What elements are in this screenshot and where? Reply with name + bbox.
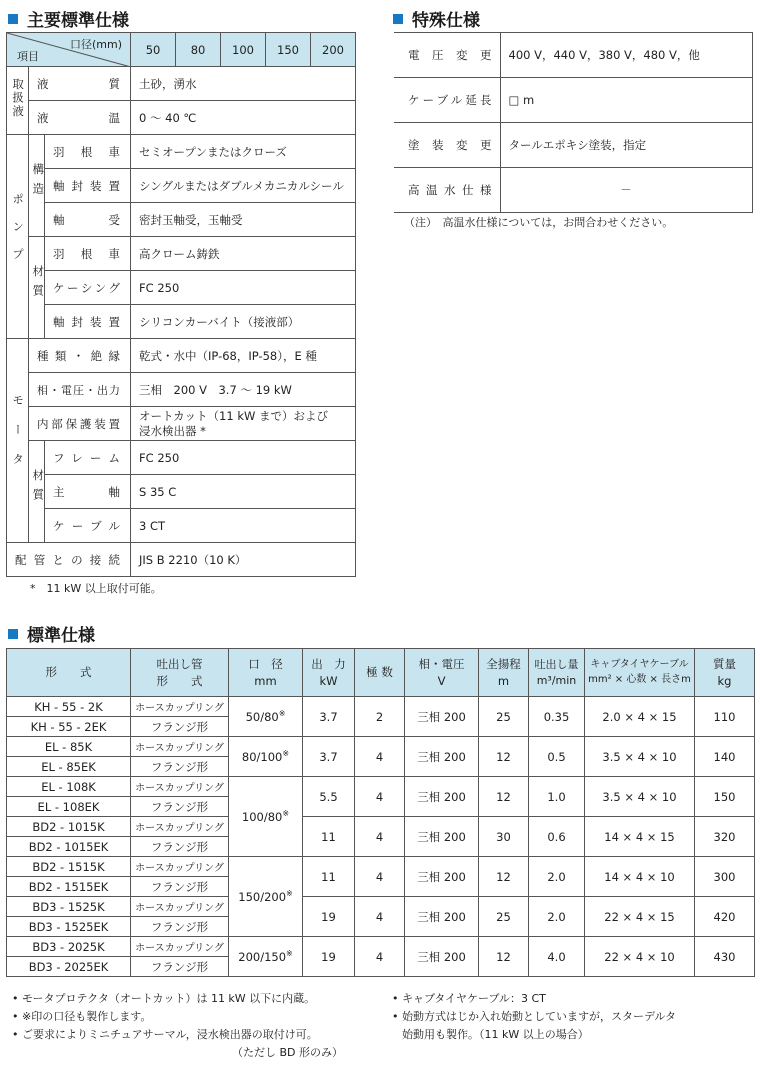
col-header-cable: キャブタイヤケーブル mm² × 心数 × 長さm [585, 649, 695, 697]
blue-square-icon [8, 14, 18, 24]
row-value: 土砂，湧水 [131, 67, 356, 101]
outlet-cell: ホースカップリング [131, 937, 229, 957]
row-value: 高クローム鋳鉄 [131, 237, 356, 271]
phase-cell: 三相 200 [405, 777, 479, 817]
motor-material-label: 材質 [29, 441, 45, 543]
row-value: シングルまたはダブルメカニカルシール [131, 169, 356, 203]
special-spec-note: （注） 高温水仕様については，お問合わせください。 [404, 216, 674, 229]
poles-cell: 4 [355, 937, 405, 977]
special-row-label: ケーブル延長 [394, 78, 500, 123]
head-cell: 12 [479, 937, 529, 977]
row-label: 内部保護装置 [29, 407, 131, 441]
col-header-phase: 相・電圧 V [405, 649, 479, 697]
diameter-header: 口径(mm) [70, 38, 123, 51]
special-row-label: 高温水仕様 [394, 168, 500, 213]
standard-notes-right [392, 990, 752, 1044]
model-cell: BD3 - 1525EK [7, 917, 131, 937]
outlet-cell: フランジ形 [131, 917, 229, 937]
col-header-head: 全揚程 m [479, 649, 529, 697]
special-row-label: 塗装変更 [394, 123, 500, 168]
special-spec-title: 特殊仕様 [412, 11, 480, 31]
size-header: 150 [266, 33, 311, 67]
outlet-cell: ホースカップリング [131, 817, 229, 837]
outlet-cell: フランジ形 [131, 757, 229, 777]
footnote: • 始動方式はじか入れ始動としていますが，スターデルタ [392, 1010, 676, 1023]
col-header-diameter: 口 径 mm [229, 649, 303, 697]
col-header-model: 形 式 [7, 649, 131, 697]
outlet-cell: ホースカップリング [131, 697, 229, 717]
row-value: S 35 C [131, 475, 356, 509]
outlet-cell: ホースカップリング [131, 857, 229, 877]
special-row-value: □ m [500, 78, 752, 123]
row-value: 乾式・水中（IP-68，IP-58），E 種 [131, 339, 356, 373]
row-value: オートカット（11 kW まで）および 浸水検出器 * [131, 407, 356, 441]
special-spec-table [394, 32, 753, 213]
blue-square-icon [8, 629, 18, 639]
flow-cell: 0.6 [529, 817, 585, 857]
size-header: 80 [176, 33, 221, 67]
row-label: 軸封装置 [45, 169, 131, 203]
main-header-row [7, 33, 356, 67]
row-label: 種類・絶縁 [29, 339, 131, 373]
diameter-cell: 50/80※ [229, 697, 303, 737]
poles-cell: 4 [355, 817, 405, 857]
size-header: 100 [221, 33, 266, 67]
head-cell: 30 [479, 817, 529, 857]
row-value: 密封玉軸受，玉軸受 [131, 203, 356, 237]
power-cell: 19 [303, 897, 355, 937]
poles-cell: 4 [355, 857, 405, 897]
poles-cell: 4 [355, 737, 405, 777]
row-label: ケーシング [45, 271, 131, 305]
diameter-cell: 100/80※ [229, 777, 303, 857]
flow-cell: 2.0 [529, 897, 585, 937]
diameter-cell: 80/100※ [229, 737, 303, 777]
model-cell: BD2 - 1015EK [7, 837, 131, 857]
poles-cell: 2 [355, 697, 405, 737]
standard-spec-table [6, 648, 755, 977]
poles-cell: 4 [355, 777, 405, 817]
poles-cell: 4 [355, 897, 405, 937]
flow-cell: 0.35 [529, 697, 585, 737]
row-label: 主 軸 [45, 475, 131, 509]
row-value: FC 250 [131, 441, 356, 475]
head-cell: 25 [479, 897, 529, 937]
main-spec-table [6, 32, 356, 577]
flow-cell: 0.5 [529, 737, 585, 777]
model-cell: BD3 - 2025EK [7, 957, 131, 977]
mass-cell: 150 [695, 777, 755, 817]
special-row-label: 電圧変更 [394, 33, 500, 78]
row-label: ケーブル [45, 509, 131, 543]
outlet-cell: フランジ形 [131, 837, 229, 857]
model-cell: BD2 - 1515K [7, 857, 131, 877]
special-row-value: タールエポキシ塗装，指定 [500, 123, 752, 168]
phase-cell: 三相 200 [405, 857, 479, 897]
mass-cell: 430 [695, 937, 755, 977]
row-label: 羽根車 [45, 135, 131, 169]
phase-cell: 三相 200 [405, 897, 479, 937]
cable-cell: 14 × 4 × 15 [585, 817, 695, 857]
row-value: 3 CT [131, 509, 356, 543]
model-cell: KH - 55 - 2EK [7, 717, 131, 737]
footnote: （ただし BD 形のみ） [232, 1046, 344, 1059]
power-cell: 5.5 [303, 777, 355, 817]
special-spec-heading [393, 6, 480, 31]
cable-cell: 2.0 × 4 × 15 [585, 697, 695, 737]
special-row-value: 400 V，440 V，380 V，480 V，他 [500, 33, 752, 78]
footnote: • ※印の口径も製作します。 [12, 1010, 152, 1023]
row-value: シリコンカーバイト（接液部） [131, 305, 356, 339]
phase-cell: 三相 200 [405, 817, 479, 857]
model-cell: EL - 108EK [7, 797, 131, 817]
diagonal-header-cell [7, 33, 131, 67]
mass-cell: 110 [695, 697, 755, 737]
row-value: 三相 200 V 3.7 ～ 19 kW [131, 373, 356, 407]
flow-cell: 2.0 [529, 857, 585, 897]
diameter-cell: 200/150※ [229, 937, 303, 977]
row-label: 配管との接続 [7, 543, 131, 577]
pump-material-label: 材質 [29, 237, 45, 339]
mass-cell: 320 [695, 817, 755, 857]
cable-cell: 22 × 4 × 10 [585, 937, 695, 977]
row-label: 軸 受 [45, 203, 131, 237]
row-value: FC 250 [131, 271, 356, 305]
item-header: 項目 [17, 50, 39, 63]
model-cell: BD3 - 2025K [7, 937, 131, 957]
head-cell: 12 [479, 857, 529, 897]
standard-header-row [7, 649, 755, 697]
size-header: 200 [311, 33, 356, 67]
head-cell: 12 [479, 777, 529, 817]
power-cell: 3.7 [303, 697, 355, 737]
col-header-poles: 極 数 [355, 649, 405, 697]
footnote: • キャブタイヤケーブル：3 CT [392, 992, 546, 1005]
row-value: セミオープンまたはクローズ [131, 135, 356, 169]
footnote: • モータプロテクタ（オートカット）は 11 kW 以下に内蔵。 [12, 992, 316, 1005]
model-cell: KH - 55 - 2K [7, 697, 131, 717]
model-cell: EL - 85EK [7, 757, 131, 777]
flow-cell: 1.0 [529, 777, 585, 817]
pump-group-label: ポンプ [7, 135, 29, 339]
row-label: フレーム [45, 441, 131, 475]
size-header: 50 [131, 33, 176, 67]
head-cell: 25 [479, 697, 529, 737]
model-cell: EL - 108K [7, 777, 131, 797]
phase-cell: 三相 200 [405, 737, 479, 777]
mass-cell: 140 [695, 737, 755, 777]
phase-cell: 三相 200 [405, 697, 479, 737]
outlet-cell: フランジ形 [131, 717, 229, 737]
model-cell: BD3 - 1525K [7, 897, 131, 917]
standard-notes-left [12, 990, 392, 1062]
row-label: 液 質 [29, 67, 131, 101]
col-header-outlet: 吐出し管 形 式 [131, 649, 229, 697]
flow-cell: 4.0 [529, 937, 585, 977]
outlet-cell: ホースカップリング [131, 777, 229, 797]
blue-square-icon [393, 14, 403, 24]
outlet-cell: フランジ形 [131, 957, 229, 977]
col-header-flow: 吐出し量 m³/min [529, 649, 585, 697]
model-cell: EL - 85K [7, 737, 131, 757]
motor-group-label: モータ [7, 339, 29, 543]
outlet-cell: ホースカップリング [131, 897, 229, 917]
diameter-cell: 150/200※ [229, 857, 303, 937]
mass-cell: 300 [695, 857, 755, 897]
power-cell: 3.7 [303, 737, 355, 777]
power-cell: 11 [303, 857, 355, 897]
col-header-mass: 質量 kg [695, 649, 755, 697]
cable-cell: 3.5 × 4 × 10 [585, 737, 695, 777]
cable-cell: 14 × 4 × 10 [585, 857, 695, 897]
pump-structure-label: 構造 [29, 135, 45, 237]
footnote: • ご要求によりミニチュアサーマル，浸水検出器の取付け可。 [12, 1028, 318, 1041]
standard-spec-heading [8, 621, 95, 646]
outlet-cell: フランジ形 [131, 797, 229, 817]
phase-cell: 三相 200 [405, 937, 479, 977]
power-cell: 11 [303, 817, 355, 857]
col-header-power: 出 力 kW [303, 649, 355, 697]
footnote: 始動用も製作。（11 kW 以上の場合） [402, 1028, 589, 1041]
row-value: JIS B 2210（10 K） [131, 543, 356, 577]
main-spec-title: 主要標準仕様 [27, 11, 129, 31]
handling-group-label: 取扱液 [7, 67, 29, 135]
row-label: 液 温 [29, 101, 131, 135]
model-cell: BD2 - 1015K [7, 817, 131, 837]
row-label: 羽根車 [45, 237, 131, 271]
main-spec-heading [8, 6, 129, 31]
head-cell: 12 [479, 737, 529, 777]
row-label: 軸封装置 [45, 305, 131, 339]
main-spec-note: * 11 kW 以上取付可能。 [30, 582, 162, 595]
cable-cell: 3.5 × 4 × 10 [585, 777, 695, 817]
row-value: 0 ～ 40 ℃ [131, 101, 356, 135]
mass-cell: 420 [695, 897, 755, 937]
special-row-value: － [500, 168, 752, 213]
cable-cell: 22 × 4 × 15 [585, 897, 695, 937]
outlet-cell: ホースカップリング [131, 737, 229, 757]
row-label: 相・電圧・出力 [29, 373, 131, 407]
model-cell: BD2 - 1515EK [7, 877, 131, 897]
outlet-cell: フランジ形 [131, 877, 229, 897]
standard-spec-title: 標準仕様 [27, 626, 95, 646]
power-cell: 19 [303, 937, 355, 977]
